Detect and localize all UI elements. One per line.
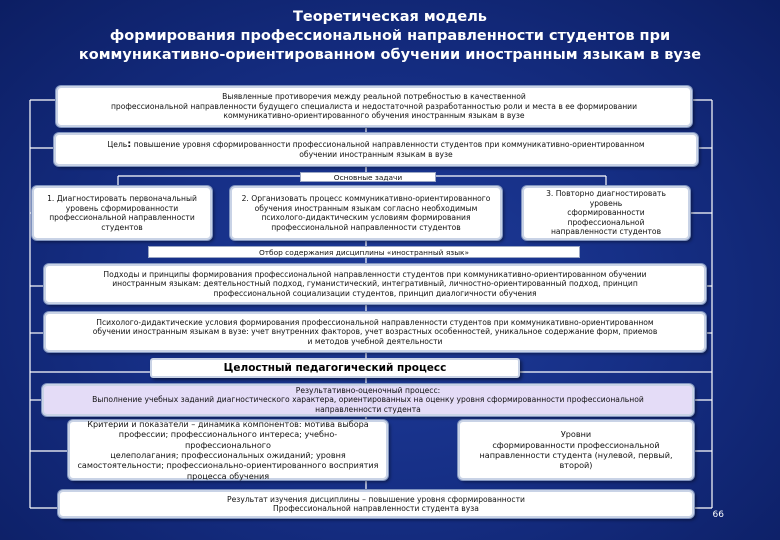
goal-colon: :: [127, 139, 132, 150]
evaluation-line-2: Выполнение учебных заданий диагностического характера, ориентированных на оценку уровня сформированности профессиональной: [92, 395, 644, 405]
title-line-1: Теоретическая модель: [293, 9, 487, 25]
task-2-line-4: профессиональной направленности студентов: [271, 222, 461, 232]
criteria-line-4: самостоятельности; профессионально-ориентированного восприятия: [77, 460, 379, 471]
title-line-2: формирования профессиональной направленности студентов при: [109, 28, 671, 44]
holistic-process-box: Целостный педагогический процесс: [150, 358, 520, 378]
task-1-line-3: профессиональной направленности: [49, 213, 195, 222]
conditions-box: [44, 312, 706, 352]
contradictions-box: [56, 86, 692, 127]
goal-box: [54, 133, 698, 166]
task-2-line-1: 2. Организовать процесс коммуникативно-ориентированного: [241, 194, 491, 203]
levels-line-3: направленности студента (нулевой, первый,: [479, 450, 673, 460]
task-3-box: [522, 186, 690, 240]
task-2-line-3: психолого-дидактическим условиям формирования: [261, 213, 471, 222]
evaluation-line-1: Результативно-оценочный процесс:: [295, 385, 441, 395]
criteria-box: [68, 420, 388, 480]
task-1-box: [32, 186, 212, 240]
approaches-box: [44, 264, 706, 304]
contradictions-line-3: коммуникативно-ориентированного обучения иностранным языкам в вузе: [223, 111, 525, 121]
approaches-line-3: профессиональной социализации студентов, принцип диалогичности обучения: [213, 288, 537, 298]
evaluation-box: [42, 384, 694, 416]
levels-box: [458, 420, 694, 480]
conditions-line-2: обучении иностранным языкам в вузе: учет внутренних факторов, учет возрастных особенностей, уникальное содержание форм, приемов: [92, 327, 658, 337]
content-selection-label: Отбор содержания дисциплины «иностранный язык»: [148, 246, 580, 258]
goal-line-1: повышение уровня сформированности профессиональной направленности студентов при коммуникативно-ориентированном: [131, 140, 645, 149]
conditions-line-1: Психолого-дидактические условия формирования профессиональной направленности студентов при коммуникативно-ориентированном: [96, 317, 654, 327]
result-line-1: Результат изучения дисциплины – повышение уровня сформированности: [227, 494, 525, 504]
goal-prefix: Цель: [107, 140, 128, 149]
evaluation-line-3: направленности студента: [315, 404, 421, 414]
task-1-line-4: студентов: [101, 222, 143, 232]
tasks-label: Основные задачи: [300, 172, 436, 182]
goal-line-2: обучении иностранным языкам в вузе: [299, 149, 453, 159]
task-2-box: [230, 186, 502, 240]
page-number: 66: [712, 510, 724, 520]
task-1-line-2: уровень сформированности: [65, 203, 179, 213]
task-3-line-3: направленности студентов: [550, 227, 662, 237]
levels-line-1: Уровни: [560, 429, 592, 440]
criteria-line-5: процесса обучения: [186, 470, 270, 481]
page-title: [0, 8, 780, 65]
levels-line-4: второй): [559, 460, 593, 471]
task-3-line-2: сформированности профессиональной: [567, 208, 645, 227]
task-2-line-2: обучения иностранным языкам согласно необходимым: [254, 203, 478, 213]
task-3-line-1: 3. Повторно диагностировать уровень: [546, 189, 666, 208]
levels-line-2: сформированности профессиональной: [492, 439, 660, 450]
approaches-line-2: иностранным языкам: деятельностный подход, гуманистический, интегративный, личностно-ориентированный подход, принцип: [112, 279, 638, 289]
result-box: [58, 490, 694, 518]
task-1-line-1: 1. Диагностировать первоначальный: [47, 194, 197, 203]
criteria-line-3: целеполагания; профессиональных ожиданий; уровня: [110, 450, 346, 460]
criteria-line-1: Критерии и показатели – динамика компонентов: мотива выбора: [87, 419, 369, 430]
approaches-line-1: Подходы и принципы формирования профессиональной направленности студентов при коммуникативно-ориентированном обучении: [103, 269, 647, 279]
contradictions-line-1: Выявленные противоречия между реальной потребностью в качественной: [222, 92, 526, 102]
contradictions-line-2: профессиональной направленности будущего специалиста и недостаточной разработанностью роли и места в ее формировании: [110, 101, 638, 111]
conditions-line-3: и методов учебной деятельности: [307, 336, 443, 346]
criteria-line-2: профессии; профессионального интереса; учебно-профессионального: [118, 429, 338, 450]
result-line-2: Профессиональной направленности студента вуза: [273, 504, 479, 513]
title-line-3: коммуникативно-ориентированном обучении иностранным языкам в вузе: [78, 47, 702, 63]
